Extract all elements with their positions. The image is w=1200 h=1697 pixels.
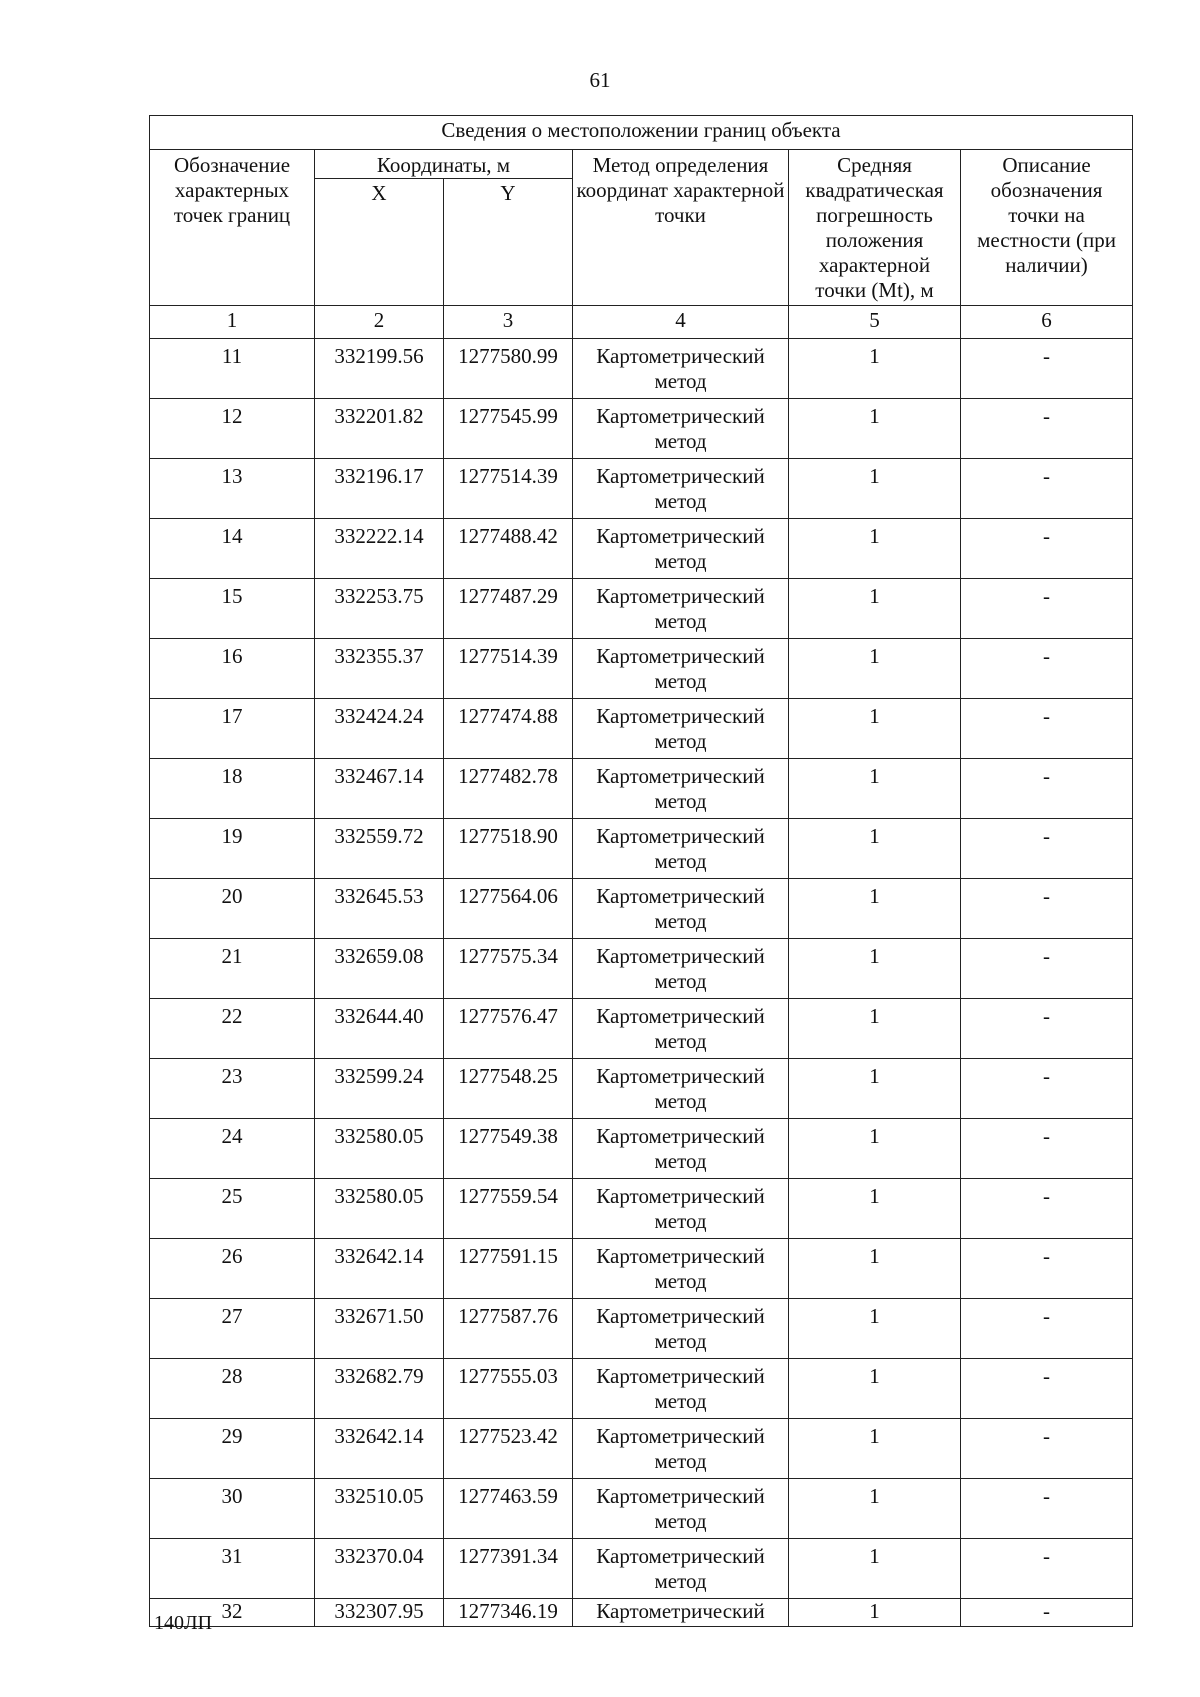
cell-point-id: 21 xyxy=(150,939,315,999)
header-x: X xyxy=(315,179,444,306)
cell-point-id: 17 xyxy=(150,699,315,759)
cell-mean-error: 1 xyxy=(789,759,961,819)
cell-coord-y: 1277346.19 xyxy=(444,1599,573,1627)
cell-method: Картометрический метод xyxy=(573,399,789,459)
cell-coord-x: 332424.24 xyxy=(315,699,444,759)
cell-description: - xyxy=(961,339,1133,399)
cell-description: - xyxy=(961,879,1133,939)
table-row xyxy=(150,579,1133,639)
cell-mean-error: 1 xyxy=(789,879,961,939)
cell-method: Картометрический метод xyxy=(573,459,789,519)
cell-description: - xyxy=(961,1599,1133,1627)
cell-method: Картометрический метод xyxy=(573,1479,789,1539)
header-method: Метод определения координат характерной точки xyxy=(573,150,789,306)
cell-coord-x: 332642.14 xyxy=(315,1239,444,1299)
cell-point-id: 26 xyxy=(150,1239,315,1299)
cell-coord-y: 1277488.42 xyxy=(444,519,573,579)
table-row xyxy=(150,1539,1133,1599)
cell-description: - xyxy=(961,1419,1133,1479)
column-number-row xyxy=(150,306,1133,339)
table-row xyxy=(150,939,1133,999)
cell-mean-error: 1 xyxy=(789,1239,961,1299)
cell-method: Картометрический метод xyxy=(573,1299,789,1359)
footer-document-code: 140ЛП xyxy=(154,1612,213,1634)
cell-description: - xyxy=(961,459,1133,519)
cell-description: - xyxy=(961,1239,1133,1299)
cell-description: - xyxy=(961,579,1133,639)
cell-mean-error: 1 xyxy=(789,519,961,579)
column-number: 1 xyxy=(150,306,315,339)
cell-coord-y: 1277514.39 xyxy=(444,639,573,699)
cell-point-id: 23 xyxy=(150,1059,315,1119)
cell-method: Картометрический метод xyxy=(573,1539,789,1599)
cell-point-id: 14 xyxy=(150,519,315,579)
table-row xyxy=(150,1419,1133,1479)
cell-coord-y: 1277559.54 xyxy=(444,1179,573,1239)
cell-description: - xyxy=(961,1299,1133,1359)
table-title: Сведения о местоположении границ объекта xyxy=(150,116,1133,150)
cell-mean-error: 1 xyxy=(789,459,961,519)
cell-mean-error: 1 xyxy=(789,819,961,879)
cell-coord-y: 1277548.25 xyxy=(444,1059,573,1119)
cell-coord-y: 1277391.34 xyxy=(444,1539,573,1599)
cell-point-id: 27 xyxy=(150,1299,315,1359)
page-number: 61 xyxy=(589,68,611,92)
cell-point-id: 22 xyxy=(150,999,315,1059)
cell-method: Картометрический метод xyxy=(573,759,789,819)
column-number: 5 xyxy=(789,306,961,339)
column-number: 6 xyxy=(961,306,1133,339)
cell-description: - xyxy=(961,1539,1133,1599)
table-row xyxy=(150,639,1133,699)
cell-point-id: 24 xyxy=(150,1119,315,1179)
cell-coord-x: 332659.08 xyxy=(315,939,444,999)
cell-coord-x: 332682.79 xyxy=(315,1359,444,1419)
table-row xyxy=(150,1479,1133,1539)
cell-coord-x: 332370.04 xyxy=(315,1539,444,1599)
cell-coord-x: 332580.05 xyxy=(315,1119,444,1179)
cell-coord-x: 332307.95 xyxy=(315,1599,444,1627)
cell-description: - xyxy=(961,1179,1133,1239)
header-mean-error: Средняя квадратическая погрешность положения характерной точки (Mt), м xyxy=(789,150,961,306)
cell-coord-x: 332355.37 xyxy=(315,639,444,699)
cell-method: Картометрический метод xyxy=(573,939,789,999)
cell-method: Картометрический метод xyxy=(573,1179,789,1239)
cell-coord-x: 332196.17 xyxy=(315,459,444,519)
cell-description: - xyxy=(961,1119,1133,1179)
cell-mean-error: 1 xyxy=(789,399,961,459)
table-row xyxy=(150,519,1133,579)
cell-point-id: 20 xyxy=(150,879,315,939)
cell-mean-error: 1 xyxy=(789,1539,961,1599)
table-row xyxy=(150,339,1133,399)
cell-mean-error: 1 xyxy=(789,1179,961,1239)
cell-method: Картометрический метод xyxy=(573,579,789,639)
column-number: 2 xyxy=(315,306,444,339)
cell-mean-error: 1 xyxy=(789,1359,961,1419)
cell-mean-error: 1 xyxy=(789,1299,961,1359)
table-row xyxy=(150,399,1133,459)
cell-method: Картометрический метод xyxy=(573,639,789,699)
cell-coord-y: 1277487.29 xyxy=(444,579,573,639)
cell-coord-y: 1277463.59 xyxy=(444,1479,573,1539)
cell-method: Картометрический метод xyxy=(573,519,789,579)
table-header-row xyxy=(150,150,1133,179)
cell-mean-error: 1 xyxy=(789,699,961,759)
cell-mean-error: 1 xyxy=(789,339,961,399)
cell-coord-y: 1277580.99 xyxy=(444,339,573,399)
cell-point-id: 25 xyxy=(150,1179,315,1239)
cell-coord-y: 1277555.03 xyxy=(444,1359,573,1419)
cell-mean-error: 1 xyxy=(789,1599,961,1627)
cell-coord-y: 1277545.99 xyxy=(444,399,573,459)
table-title-row xyxy=(150,116,1133,150)
table-row xyxy=(150,1179,1133,1239)
cell-description: - xyxy=(961,519,1133,579)
cell-coord-x: 332559.72 xyxy=(315,819,444,879)
cell-coord-x: 332599.24 xyxy=(315,1059,444,1119)
table-row xyxy=(150,1239,1133,1299)
cell-method: Картометрический метод xyxy=(573,699,789,759)
cell-point-id: 31 xyxy=(150,1539,315,1599)
cell-method: Картометрический метод xyxy=(573,819,789,879)
cell-description: - xyxy=(961,939,1133,999)
cell-point-id: 15 xyxy=(150,579,315,639)
cell-coord-x: 332199.56 xyxy=(315,339,444,399)
column-number: 4 xyxy=(573,306,789,339)
cell-point-id: 12 xyxy=(150,399,315,459)
cell-mean-error: 1 xyxy=(789,1419,961,1479)
cell-point-id: 19 xyxy=(150,819,315,879)
cell-description: - xyxy=(961,819,1133,879)
cell-coord-y: 1277549.38 xyxy=(444,1119,573,1179)
header-point-designation: Обозначение характерных точек границ xyxy=(150,150,315,306)
cell-description: - xyxy=(961,1359,1133,1419)
cell-coord-x: 332467.14 xyxy=(315,759,444,819)
cell-coord-x: 332510.05 xyxy=(315,1479,444,1539)
cell-point-id: 18 xyxy=(150,759,315,819)
cell-mean-error: 1 xyxy=(789,1479,961,1539)
cell-mean-error: 1 xyxy=(789,1119,961,1179)
table-row xyxy=(150,699,1133,759)
cell-point-id: 32 xyxy=(150,1599,315,1627)
cell-description: - xyxy=(961,639,1133,699)
cell-coord-y: 1277576.47 xyxy=(444,999,573,1059)
cell-coord-y: 1277523.42 xyxy=(444,1419,573,1479)
cell-coord-y: 1277482.78 xyxy=(444,759,573,819)
cell-coord-y: 1277591.15 xyxy=(444,1239,573,1299)
table-row xyxy=(150,1119,1133,1179)
cell-coord-x: 332580.05 xyxy=(315,1179,444,1239)
cell-mean-error: 1 xyxy=(789,999,961,1059)
cell-description: - xyxy=(961,1059,1133,1119)
cell-method: Картометрический метод xyxy=(573,879,789,939)
cell-coord-x: 332201.82 xyxy=(315,399,444,459)
table-row xyxy=(150,459,1133,519)
column-number: 3 xyxy=(444,306,573,339)
cell-description: - xyxy=(961,399,1133,459)
boundary-points-table xyxy=(149,115,1133,1627)
cell-coord-y: 1277587.76 xyxy=(444,1299,573,1359)
cell-description: - xyxy=(961,759,1133,819)
cell-method: Картометрический xyxy=(573,1599,789,1627)
cell-coord-x: 332645.53 xyxy=(315,879,444,939)
cell-mean-error: 1 xyxy=(789,1059,961,1119)
table-row xyxy=(150,879,1133,939)
cell-point-id: 16 xyxy=(150,639,315,699)
table-row xyxy=(150,759,1133,819)
cell-coord-x: 332222.14 xyxy=(315,519,444,579)
cell-coord-y: 1277575.34 xyxy=(444,939,573,999)
table-row xyxy=(150,1599,1133,1627)
cell-method: Картометрический метод xyxy=(573,1419,789,1479)
header-coordinates: Координаты, м xyxy=(315,150,573,179)
cell-point-id: 30 xyxy=(150,1479,315,1539)
cell-coord-x: 332642.14 xyxy=(315,1419,444,1479)
cell-method: Картометрический метод xyxy=(573,1239,789,1299)
cell-method: Картометрический метод xyxy=(573,1119,789,1179)
header-y: Y xyxy=(444,179,573,306)
cell-coord-x: 332253.75 xyxy=(315,579,444,639)
cell-coord-y: 1277474.88 xyxy=(444,699,573,759)
cell-method: Картометрический метод xyxy=(573,999,789,1059)
cell-mean-error: 1 xyxy=(789,579,961,639)
cell-coord-y: 1277518.90 xyxy=(444,819,573,879)
cell-method: Картометрический метод xyxy=(573,1059,789,1119)
cell-description: - xyxy=(961,999,1133,1059)
table-row xyxy=(150,819,1133,879)
cell-method: Картометрический метод xyxy=(573,339,789,399)
cell-coord-y: 1277514.39 xyxy=(444,459,573,519)
cell-point-id: 11 xyxy=(150,339,315,399)
header-description: Описание обозначения точки на местности (при наличии) xyxy=(961,150,1133,306)
cell-coord-x: 332671.50 xyxy=(315,1299,444,1359)
cell-mean-error: 1 xyxy=(789,939,961,999)
cell-description: - xyxy=(961,1479,1133,1539)
cell-point-id: 28 xyxy=(150,1359,315,1419)
cell-point-id: 29 xyxy=(150,1419,315,1479)
cell-mean-error: 1 xyxy=(789,639,961,699)
cell-point-id: 13 xyxy=(150,459,315,519)
table-row xyxy=(150,1359,1133,1419)
cell-coord-x: 332644.40 xyxy=(315,999,444,1059)
cell-method: Картометрический метод xyxy=(573,1359,789,1419)
cell-description: - xyxy=(961,699,1133,759)
table-row xyxy=(150,1299,1133,1359)
table-row xyxy=(150,1059,1133,1119)
table-row xyxy=(150,999,1133,1059)
cell-coord-y: 1277564.06 xyxy=(444,879,573,939)
